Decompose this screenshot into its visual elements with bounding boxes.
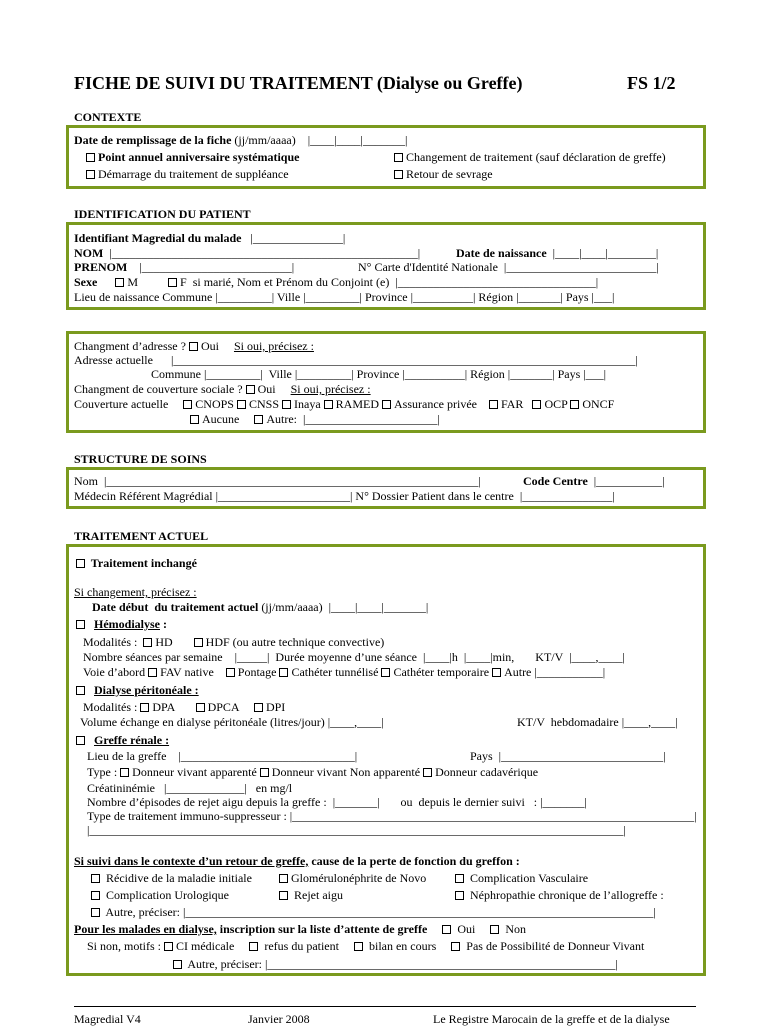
section-heading-contexte: CONTEXTE <box>74 110 142 124</box>
autre-couverture-field[interactable]: |______________________| <box>302 412 440 426</box>
checkbox-icon[interactable] <box>570 400 579 409</box>
glomerulo-option[interactable]: Glomérulonéphrite de Novo <box>279 871 426 885</box>
checkbox-icon[interactable] <box>249 942 258 951</box>
vasculaire-option[interactable]: Complication Vasculaire <box>455 871 588 885</box>
medecin-field[interactable]: |______________________| <box>215 489 353 503</box>
immuno-row-2[interactable]: |_________________________________________________________________________________________| <box>87 823 626 837</box>
cin-row: N° Carte d'Identité Nationale |_________________________| <box>358 260 659 274</box>
hemodialyse-option[interactable]: Hémodialyse : <box>76 617 167 631</box>
checkbox-icon[interactable] <box>246 385 255 394</box>
checkbox-icon[interactable] <box>120 768 129 777</box>
prenom-field[interactable]: |_________________________| <box>139 260 295 274</box>
checkbox-icon[interactable] <box>254 703 263 712</box>
liste-attente-row: Pour les malades en dialyse, inscription sur la liste d’attente de greffe Oui Non <box>74 922 526 936</box>
checkbox-icon[interactable] <box>173 960 182 969</box>
autre-motif-row[interactable]: Autre, préciser: |__________________________________________________________| <box>173 957 618 971</box>
lieu-naissance-row[interactable]: Lieu de naissance Commune |_________| Ville |_________| Province |__________| Région |_______| Pays |___| <box>74 290 615 304</box>
checkbox-icon[interactable] <box>91 874 100 883</box>
checkbox-icon[interactable] <box>148 668 157 677</box>
rejet-aigu-option[interactable]: Rejet aigu <box>279 888 343 902</box>
checkbox-icon[interactable] <box>189 342 198 351</box>
identifiant-row: Identifiant Magredial du malade |_______________| <box>74 231 346 245</box>
checkbox-icon[interactable] <box>190 415 199 424</box>
urologique-option[interactable]: Complication Urologique <box>91 888 229 902</box>
date-remplissage-row: Date de remplissage de la fiche (jj/mm/aaaa) |____|____|_______| <box>74 133 408 147</box>
checkbox-icon[interactable] <box>423 768 432 777</box>
checkbox-icon[interactable] <box>91 891 100 900</box>
checkbox-icon[interactable] <box>489 400 498 409</box>
sexe-row: Sexe M F si marié, Nom et Prénom du Conjoint (e) |_________________________________| <box>74 275 599 289</box>
traitement-inchange-option[interactable]: Traitement inchangé <box>76 556 197 570</box>
checkbox-icon[interactable] <box>381 668 390 677</box>
cin-field[interactable]: |_________________________| <box>503 260 659 274</box>
immuno-row[interactable]: Type de traitement immuno-suppresseur : |___________________________________________________________________| <box>87 809 697 823</box>
checkbox-icon[interactable] <box>76 620 85 629</box>
checkbox-icon[interactable] <box>442 925 451 934</box>
volume-echange-row[interactable]: Volume échange en dialyse péritonéale (litres/jour) |____,____| <box>80 715 384 729</box>
nom-row: NOM |___________________________________________________| <box>74 246 421 260</box>
adresse-actuelle-row: Adresse actuelle |_____________________________________________________________________________| <box>74 353 638 367</box>
checkbox-icon[interactable] <box>455 874 464 883</box>
changement-couverture-row: Changment de couverture sociale ? Oui Si oui, précisez : <box>74 382 371 396</box>
checkbox-icon[interactable] <box>490 925 499 934</box>
checkbox-icon[interactable] <box>282 400 291 409</box>
naissance-field[interactable]: |____|____|________| <box>552 246 659 260</box>
ktv-hebdo-row[interactable]: KT/V hebdomadaire |____,____| <box>517 715 678 729</box>
changement-option[interactable]: Changement de traitement (sauf déclaration de greffe) <box>394 150 666 164</box>
checkbox-icon[interactable] <box>86 170 95 179</box>
couverture-actuelle-row: Couverture actuelle CNOPS CNSS Inaya RAMED Assurance privée FAR OCP ONCF <box>74 397 615 411</box>
medecin-row: Médecin Référent Magrédial |______________________| N° Dossier Patient dans le centre |_______________| <box>74 489 615 503</box>
pays-greffe-row[interactable]: Pays |___________________________| <box>470 749 666 763</box>
identifiant-field[interactable]: |_______________| <box>250 231 346 245</box>
checkbox-icon[interactable] <box>279 891 288 900</box>
checkbox-icon[interactable] <box>279 668 288 677</box>
conjoint-field[interactable]: |_________________________________| <box>395 275 599 289</box>
footer-divider <box>74 1006 696 1007</box>
checkbox-icon[interactable] <box>226 668 235 677</box>
commune-row[interactable]: Commune |_________| Ville |_________| Province |__________| Région |_______| Pays |___| <box>151 367 607 381</box>
checkbox-icon[interactable] <box>279 874 288 883</box>
checkbox-icon[interactable] <box>76 736 85 745</box>
date-debut-row: Date début du traitement actuel (jj/mm/aaaa) |____|____|_______| <box>92 600 429 614</box>
modalites-dp-row: Modalités : DPA DPCA DPI <box>83 700 286 714</box>
checkbox-icon[interactable] <box>237 400 246 409</box>
modalites-hd-row: Modalités : HD HDF (ou autre technique convective) <box>83 635 385 649</box>
footer-center: Janvier 2008 <box>248 1012 310 1026</box>
changement-adresse-row: Changment d’adresse ? Oui Si oui, précisez : <box>74 339 314 353</box>
checkbox-icon[interactable] <box>183 400 192 409</box>
checkbox-icon[interactable] <box>394 170 403 179</box>
retour-sevrage-option[interactable]: Retour de sevrage <box>394 167 493 181</box>
voie-abord-row: Voie d’abord FAV native Pontage Cathéter tunnélisé Cathéter temporaire Autre |___________| <box>83 665 606 679</box>
checkbox-icon[interactable] <box>115 278 124 287</box>
dossier-field[interactable]: |_______________| <box>519 489 615 503</box>
code-centre-row: Code Centre |___________| <box>523 474 665 488</box>
checkbox-icon[interactable] <box>196 703 205 712</box>
point-annuel-option[interactable]: Point annuel anniversaire systématique <box>86 150 299 164</box>
checkbox-icon[interactable] <box>164 942 173 951</box>
demarrage-option[interactable]: Démarrage du traitement de suppléance <box>86 167 289 181</box>
prenom-row: PRENOM |_________________________| <box>74 260 295 274</box>
checkbox-icon[interactable] <box>76 686 85 695</box>
code-centre-field[interactable]: |___________| <box>593 474 665 488</box>
form-code: FS 1/2 <box>627 73 676 93</box>
nom-field[interactable]: |___________________________________________________| <box>109 246 421 260</box>
checkbox-icon[interactable] <box>492 668 501 677</box>
checkbox-icon[interactable] <box>324 400 333 409</box>
section-heading-structure: STRUCTURE DE SOINS <box>74 452 207 466</box>
rejet-aigu-row[interactable]: Nombre d’épisodes de rejet aigu depuis la greffe : |_______| ou depuis le dernier suivi : |_______| <box>87 795 587 809</box>
dialyse-peritoneale-option[interactable]: Dialyse péritonéale : <box>76 683 199 697</box>
seances-row[interactable]: Nombre séances par semaine |_____| Durée moyenne d’une séance |____|h |____|min, KT/V |____,____| <box>83 650 625 664</box>
retour-greffe-row: Si suivi dans le contexte d’un retour de greffe, cause de la perte de fonction du greffon : <box>74 854 520 868</box>
checkbox-icon[interactable] <box>532 400 541 409</box>
si-changement-label: Si changement, précisez : <box>74 585 197 599</box>
naissance-row: Date de naissance |____|____|________| <box>456 246 659 260</box>
checkbox-icon[interactable] <box>143 638 152 647</box>
autre-cause-row[interactable]: Autre, préciser: |______________________________________________________________________________| <box>91 905 656 919</box>
date-debut-field[interactable]: |____|____|_______| <box>328 600 429 614</box>
date-remplissage-field[interactable]: |____|____|_______| <box>307 133 408 147</box>
footer-right: Le Registre Marocain de la greffe et de la dialyse <box>433 1012 670 1026</box>
autre-voie-field[interactable]: Autre |___________| <box>504 665 606 679</box>
checkbox-icon[interactable] <box>455 891 464 900</box>
checkbox-icon[interactable] <box>91 908 100 917</box>
page-title: FICHE DE SUIVI DU TRAITEMENT (Dialyse ou Greffe) <box>74 73 523 93</box>
structure-nom-field[interactable]: |______________________________________________________________| <box>104 474 481 488</box>
motifs-row: Si non, motifs : CI médicale refus du patient bilan en cours Pas de Possibilité de Donneur Vivant <box>87 939 645 953</box>
section-heading-identification: IDENTIFICATION DU PATIENT <box>74 207 251 221</box>
checkbox-icon[interactable] <box>394 153 403 162</box>
checkbox-icon[interactable] <box>451 942 460 951</box>
checkbox-icon[interactable] <box>76 559 85 568</box>
lieu-greffe-row[interactable]: Lieu de la greffe |_____________________________| <box>87 749 358 763</box>
footer-left: Magredial V4 <box>74 1012 141 1026</box>
checkbox-icon[interactable] <box>354 942 363 951</box>
type-donneur-row: Type : Donneur vivant apparenté Donneur vivant Non apparenté Donneur cadavérique <box>87 765 539 779</box>
checkbox-icon[interactable] <box>140 703 149 712</box>
creatinine-row[interactable]: Créatininémie |_____________| en mg/l <box>87 781 293 795</box>
checkbox-icon[interactable] <box>168 278 177 287</box>
checkbox-icon[interactable] <box>194 638 203 647</box>
recidive-option[interactable]: Récidive de la maladie initiale <box>91 871 252 885</box>
greffe-renale-option[interactable]: Greffe rénale : <box>76 733 169 747</box>
adresse-field[interactable]: |_____________________________________________________________________________| <box>170 353 638 367</box>
nephropathie-option[interactable]: Néphropathie chronique de l’allogreffe : <box>455 888 664 902</box>
section-heading-traitement: TRAITEMENT ACTUEL <box>74 529 209 543</box>
checkbox-icon[interactable] <box>260 768 269 777</box>
checkbox-icon[interactable] <box>86 153 95 162</box>
checkbox-icon[interactable] <box>254 415 263 424</box>
structure-nom-row: Nom |______________________________________________________________| <box>74 474 481 488</box>
checkbox-icon[interactable] <box>382 400 391 409</box>
aucune-autre-row: Aucune Autre: |______________________| <box>190 412 440 426</box>
